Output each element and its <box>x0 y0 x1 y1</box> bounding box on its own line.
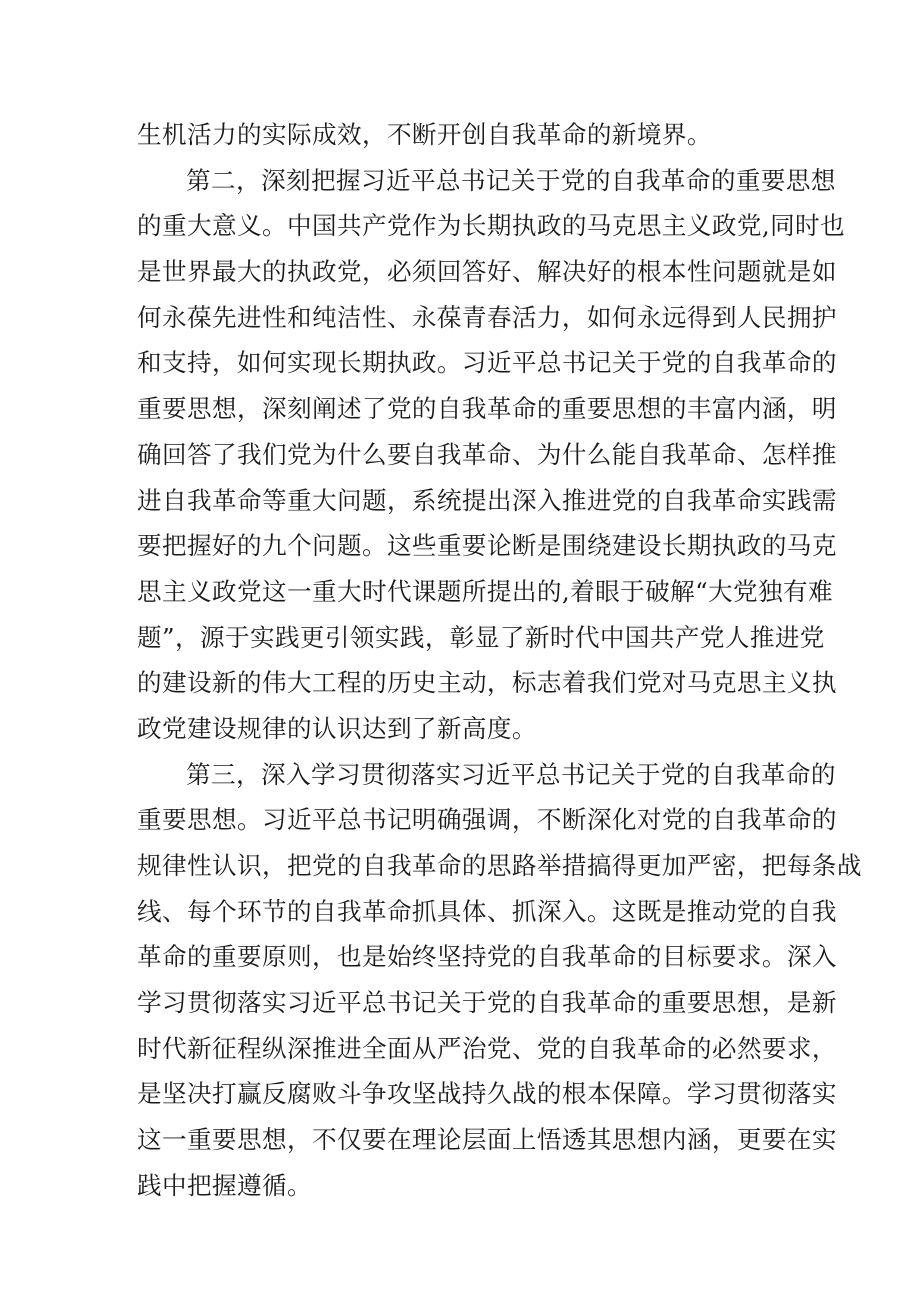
paragraph-line: 和支持，如何实现长期执政。习近平总书记关于党的自我革命的 <box>137 348 837 378</box>
paragraph-3 <box>137 752 862 1209</box>
paragraph-line: 革命的重要原则，也是始终坚持党的自我革命的目标要求。深入 <box>137 942 837 972</box>
paragraph-line: 是坚决打赢反腐败斗争攻坚战持久战的根本保障。学习贯彻落实 <box>137 1079 837 1109</box>
paragraph-line: 这一重要思想，不仅要在理论层面上悟透其思想内涵，更要在实 <box>137 1125 837 1155</box>
paragraph-line: 确回答了我们党为什么要自我革命、为什么能自我革命、怎样推 <box>137 439 837 469</box>
paragraph-line: 的建设新的伟大工程的历史主动，标志着我们党对马克思主义执 <box>137 668 837 698</box>
paragraph-line: 重要思想。习近平总书记明确强调，不断深化对党的自我革命的 <box>137 805 837 835</box>
paragraph-line: 学习贯彻落实习近平总书记关于党的自我革命的重要思想，是新 <box>137 988 837 1018</box>
paragraph-line: 生机活力的实际成效，不断开创自我革命的新境界。 <box>137 120 712 149</box>
paragraph-line: 第三，深入学习贯彻落实习近平总书记关于党的自我革命的 <box>186 759 836 789</box>
paragraph-line: 线、每个环节的自我革命抓具体、抓深入。这既是推动党的自我 <box>137 896 837 926</box>
paragraph-line: 何永葆先进性和纯洁性、永葆青春活力，如何永远得到人民拥护 <box>137 302 837 332</box>
paragraph-line: 政党建设规律的认识达到了新高度。 <box>137 713 537 743</box>
paragraph-1 <box>137 112 789 158</box>
paragraph-line: 重要思想，深刻阐述了党的自我革命的重要思想的丰富内涵，明 <box>137 394 837 424</box>
paragraph-line: 时代新征程纵深推进全面从严治党、党的自我革命的必然要求， <box>137 1033 837 1063</box>
paragraph-line: 第二，深刻把握习近平总书记关于党的自我革命的重要思想 <box>186 165 836 195</box>
paragraph-line: 规律性认识，把党的自我革命的思路举措搞得更加严密，把每条战 <box>137 851 862 880</box>
paragraph-line: 进自我革命等重大问题，系统提出深入推进党的自我革命实践需 <box>137 485 837 515</box>
paragraph-line: 要把握好的九个问题。这些重要论断是围绕建设长期执政的马克 <box>137 531 837 561</box>
document-body <box>137 112 862 1209</box>
paragraph-line: 题”，源于实践更引领实践，彰显了新时代中国共产党人推进党 <box>137 622 825 652</box>
paragraph-2 <box>137 158 846 752</box>
paragraph-line: 践中把握遵循。 <box>137 1170 312 1200</box>
paragraph-line: 是世界最大的执政党，必须回答好、解决好的根本性问题就是如 <box>137 257 837 287</box>
paragraph-line: 思主义政党这一重大时代课题所提出的,着眼于破解“大党独有难 <box>137 576 834 606</box>
paragraph-line: 的重大意义。中国共产党作为长期执政的马克思主义政党,同时也 <box>137 211 846 241</box>
